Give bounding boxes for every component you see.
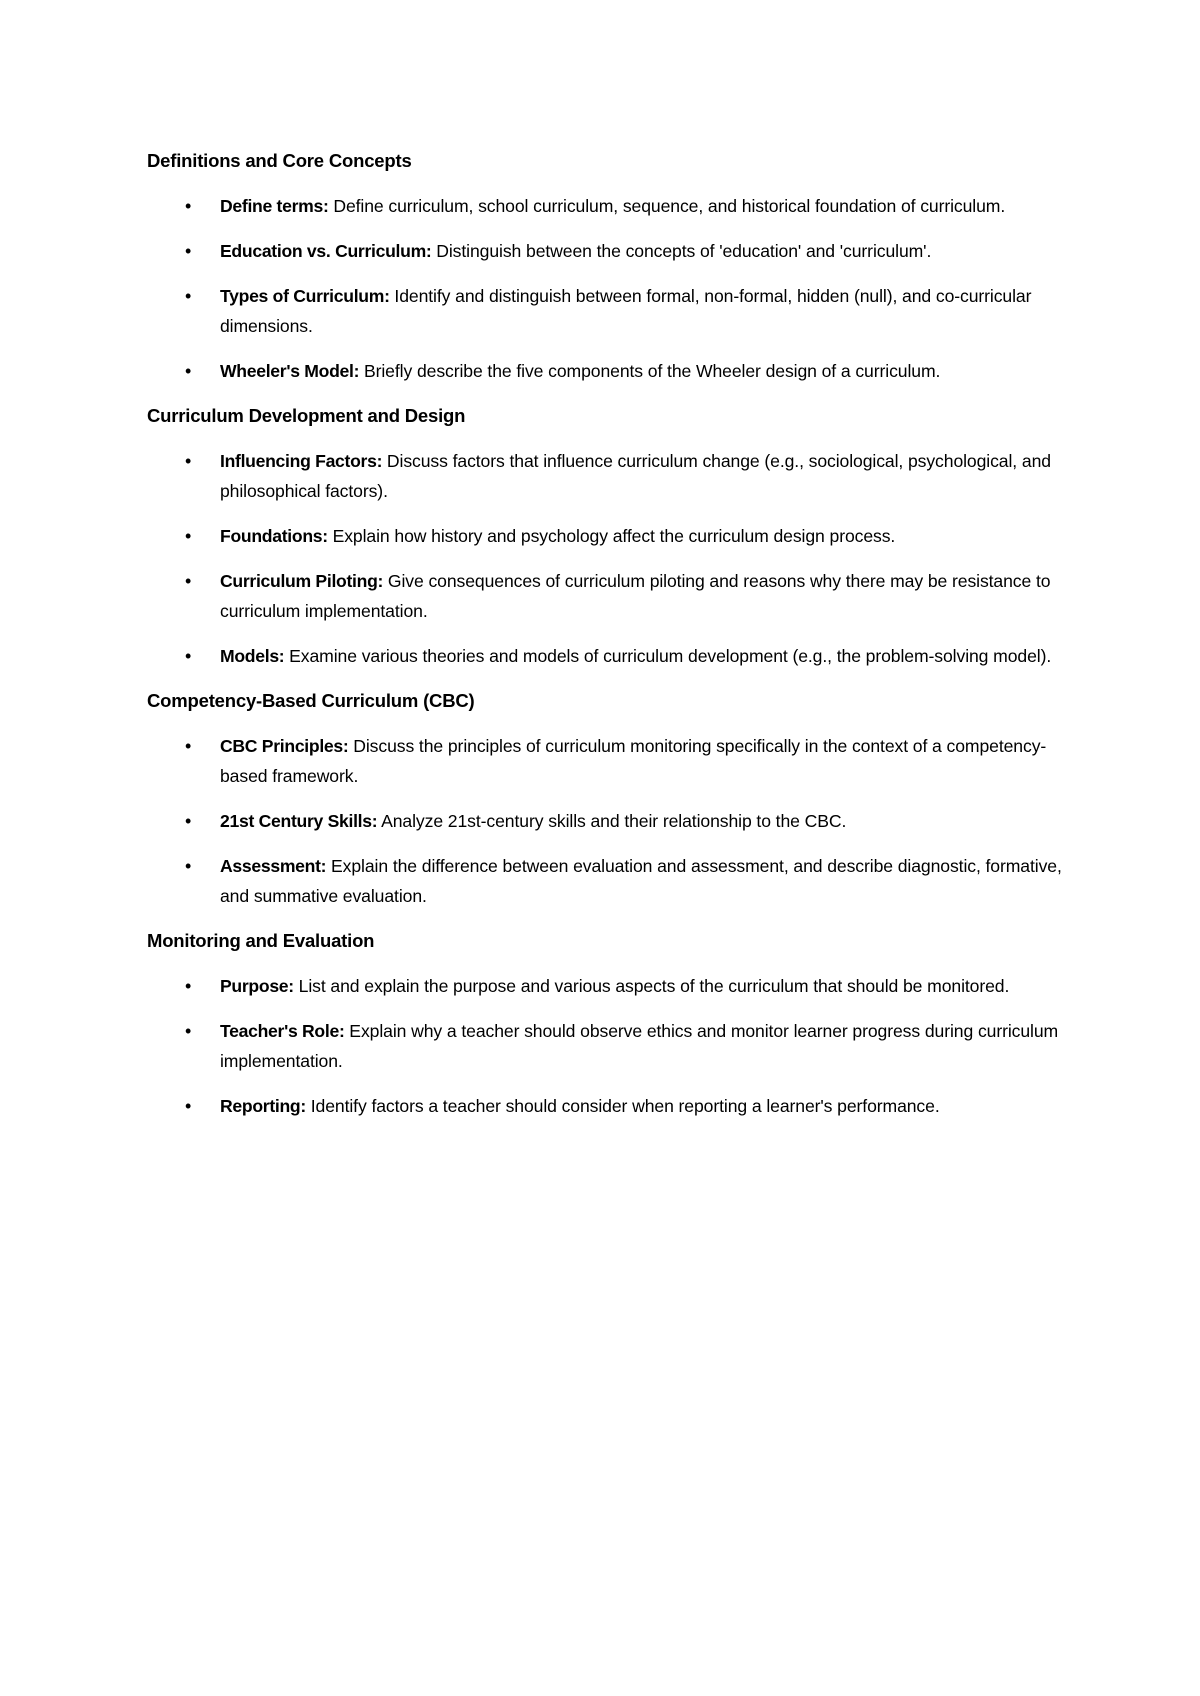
bullet-icon: • <box>185 571 192 591</box>
list-item <box>147 191 1077 221</box>
bullet-icon: • <box>185 361 192 381</box>
section-monitoring <box>147 926 1077 1121</box>
bullet-icon: • <box>185 856 192 876</box>
section-cbc <box>147 686 1077 911</box>
item-term: CBC Principles: <box>220 736 349 756</box>
list-item <box>147 281 1077 341</box>
list-item <box>147 356 1077 386</box>
item-term: 21st Century Skills: <box>220 811 378 831</box>
list-item <box>147 641 1077 671</box>
section-heading: Competency-Based Curriculum (CBC) <box>147 690 475 711</box>
section-heading: Monitoring and Evaluation <box>147 930 375 951</box>
item-text: Discuss the principles of curriculum monitoring specifically in the context of a competency-based framework. <box>220 736 1047 786</box>
item-text: Discuss factors that influence curriculum change (e.g., sociological, psychological, and philosophical factors). <box>220 451 1051 501</box>
bullet-icon: • <box>185 976 192 996</box>
list-item <box>147 1091 1077 1121</box>
item-term: Curriculum Piloting: <box>220 571 384 591</box>
bullet-list <box>147 191 1077 386</box>
bullet-icon: • <box>185 811 192 831</box>
item-term: Models: <box>220 646 285 666</box>
list-item <box>147 236 1077 266</box>
section-curriculum-development <box>147 401 1077 671</box>
bullet-icon: • <box>185 646 192 666</box>
item-term: Influencing Factors: <box>220 451 383 471</box>
item-text: Give consequences of curriculum piloting and reasons why there may be resistance to curriculum implementation. <box>220 571 1051 621</box>
list-item <box>147 1016 1077 1076</box>
section-definitions <box>147 146 1077 386</box>
bullet-list <box>147 446 1077 671</box>
item-term: Assessment: <box>220 856 327 876</box>
item-text: Briefly describe the five components of the Wheeler design of a curriculum. <box>359 361 941 381</box>
item-text: Identify factors a teacher should consider when reporting a learner's performance. <box>305 1096 940 1116</box>
list-item <box>147 806 1077 836</box>
item-term: Education vs. Curriculum: <box>220 241 432 261</box>
bullet-icon: • <box>185 196 192 216</box>
item-text: Explain the difference between evaluation and assessment, and describe diagnostic, formative, and summative evaluation. <box>220 856 1062 906</box>
item-term: Define terms: <box>220 196 329 216</box>
item-text: Distinguish between the concepts of 'education' and 'curriculum'. <box>431 241 932 261</box>
item-term: Foundations: <box>220 526 328 546</box>
item-text: Explain how history and psychology affect the curriculum design process. <box>327 526 896 546</box>
list-item <box>147 851 1077 911</box>
item-term: Purpose: <box>220 976 294 996</box>
document-content <box>147 146 1077 1136</box>
item-text: Explain why a teacher should observe ethics and monitor learner progress during curriculum implementation. <box>220 1021 1059 1071</box>
item-text: Analyze 21st-century skills and their relationship to the CBC. <box>377 811 847 831</box>
list-item <box>147 971 1077 1001</box>
item-text: Define curriculum, school curriculum, sequence, and historical foundation of curriculum. <box>328 196 1006 216</box>
list-item <box>147 566 1077 626</box>
bullet-icon: • <box>185 736 192 756</box>
bullet-icon: • <box>185 526 192 546</box>
bullet-list <box>147 971 1077 1121</box>
item-term: Wheeler's Model: <box>220 361 360 381</box>
bullet-icon: • <box>185 451 192 471</box>
item-term: Types of Curriculum: <box>220 286 390 306</box>
item-text: List and explain the purpose and various aspects of the curriculum that should be monitored. <box>293 976 1010 996</box>
item-text: Examine various theories and models of curriculum development (e.g., the problem-solving model). <box>284 646 1052 666</box>
list-item <box>147 446 1077 506</box>
bullet-icon: • <box>185 241 192 261</box>
item-term: Teacher's Role: <box>220 1021 345 1041</box>
bullet-icon: • <box>185 1096 192 1116</box>
section-heading: Definitions and Core Concepts <box>147 150 412 171</box>
list-item <box>147 731 1077 791</box>
list-item <box>147 521 1077 551</box>
bullet-icon: • <box>185 1021 192 1041</box>
section-heading: Curriculum Development and Design <box>147 405 466 426</box>
item-term: Reporting: <box>220 1096 306 1116</box>
bullet-icon: • <box>185 286 192 306</box>
item-text: Identify and distinguish between formal, non-formal, hidden (null), and co-curricular dimensions. <box>220 286 1032 336</box>
bullet-list <box>147 731 1077 911</box>
